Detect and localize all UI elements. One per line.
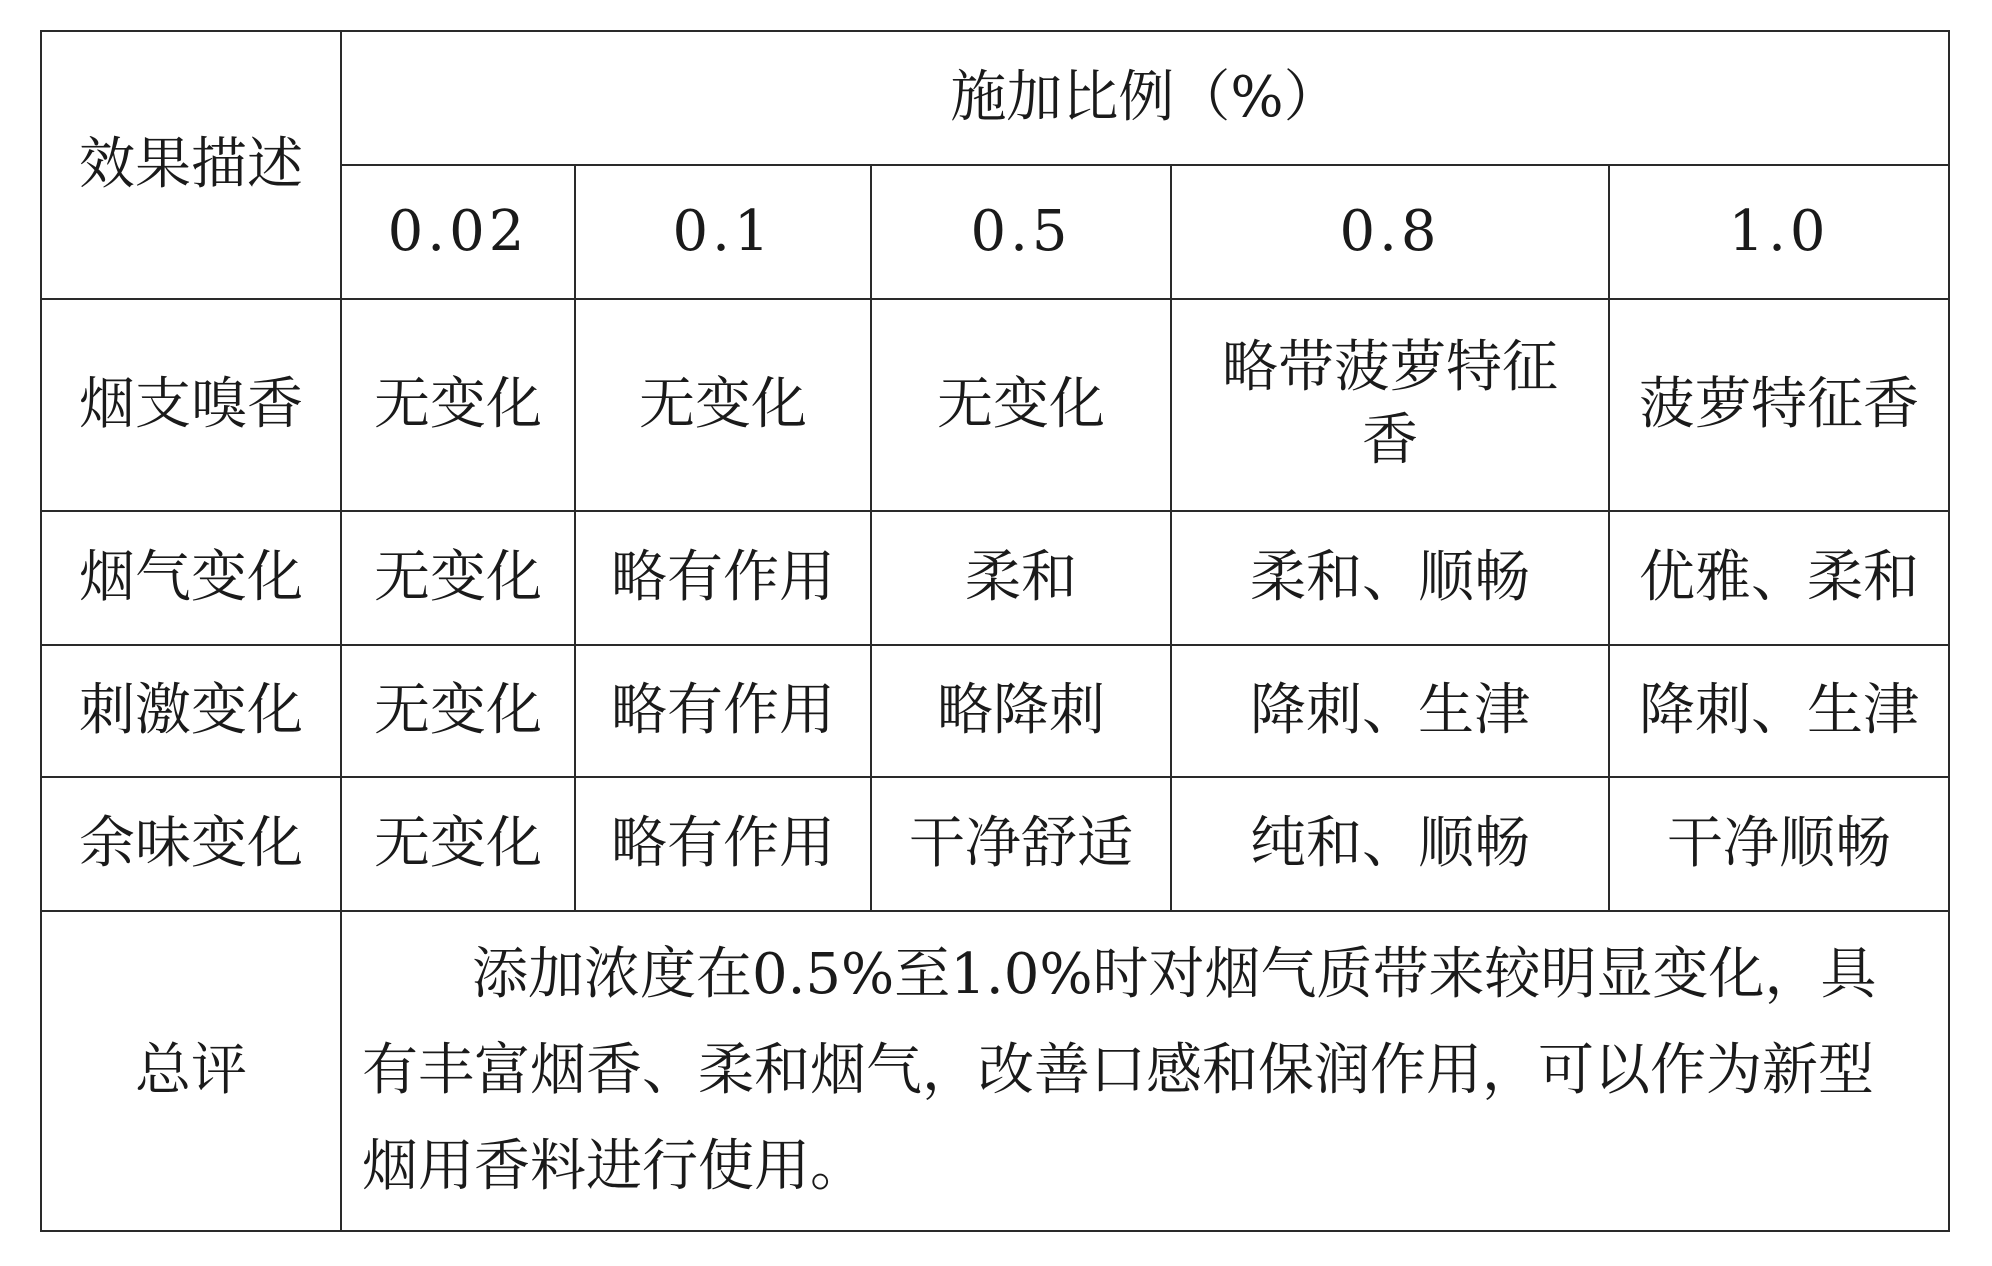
table-row [41, 299, 1949, 511]
ratio-value: 1.0 [1609, 165, 1949, 299]
table-cell: 无变化 [341, 777, 575, 911]
table-cell: 柔和 [871, 511, 1171, 645]
table-row [41, 645, 1949, 777]
table-row [41, 511, 1949, 645]
ratio-value: 0.8 [1171, 165, 1609, 299]
table-cell: 略有作用 [575, 645, 871, 777]
ratio-header: 施加比例（%） [341, 31, 1949, 165]
ratio-value: 0.02 [341, 165, 575, 299]
table-cell: 降刺、生津 [1171, 645, 1609, 777]
table-cell: 干净顺畅 [1609, 777, 1949, 911]
row-label: 余味变化 [41, 777, 341, 911]
table-cell: 干净舒适 [871, 777, 1171, 911]
row-label: 刺激变化 [41, 645, 341, 777]
effect-description-header: 效果描述 [41, 31, 341, 299]
table-cell: 略有作用 [575, 777, 871, 911]
table-cell: 降刺、生津 [1609, 645, 1949, 777]
summary-label: 总评 [41, 911, 341, 1231]
evaluation-table [40, 30, 1950, 1232]
summary-text: 添加浓度在0.5%至1.0%时对烟气质带来较明显变化，具有丰富烟香、柔和烟气，改善口感和保润作用，可以作为新型烟用香料进行使用。 [362, 941, 1877, 1200]
summary-row [41, 911, 1949, 1231]
row-label: 烟气变化 [41, 511, 341, 645]
table-cell: 无变化 [575, 299, 871, 511]
table-cell: 无变化 [341, 511, 575, 645]
table-cell: 优雅、柔和 [1609, 511, 1949, 645]
summary-cell [341, 911, 1949, 1231]
table-row [41, 777, 1949, 911]
table-cell: 纯和、顺畅 [1171, 777, 1609, 911]
table-cell: 略带菠萝特征香 [1171, 299, 1609, 511]
table-cell: 无变化 [341, 645, 575, 777]
ratio-value: 0.1 [575, 165, 871, 299]
table-cell: 柔和、顺畅 [1171, 511, 1609, 645]
table-cell: 菠萝特征香 [1609, 299, 1949, 511]
ratio-value: 0.5 [871, 165, 1171, 299]
header-row-top [41, 31, 1949, 165]
table-cell: 无变化 [871, 299, 1171, 511]
table-cell: 略降刺 [871, 645, 1171, 777]
row-label: 烟支嗅香 [41, 299, 341, 511]
table-cell: 略有作用 [575, 511, 871, 645]
table-cell: 无变化 [341, 299, 575, 511]
